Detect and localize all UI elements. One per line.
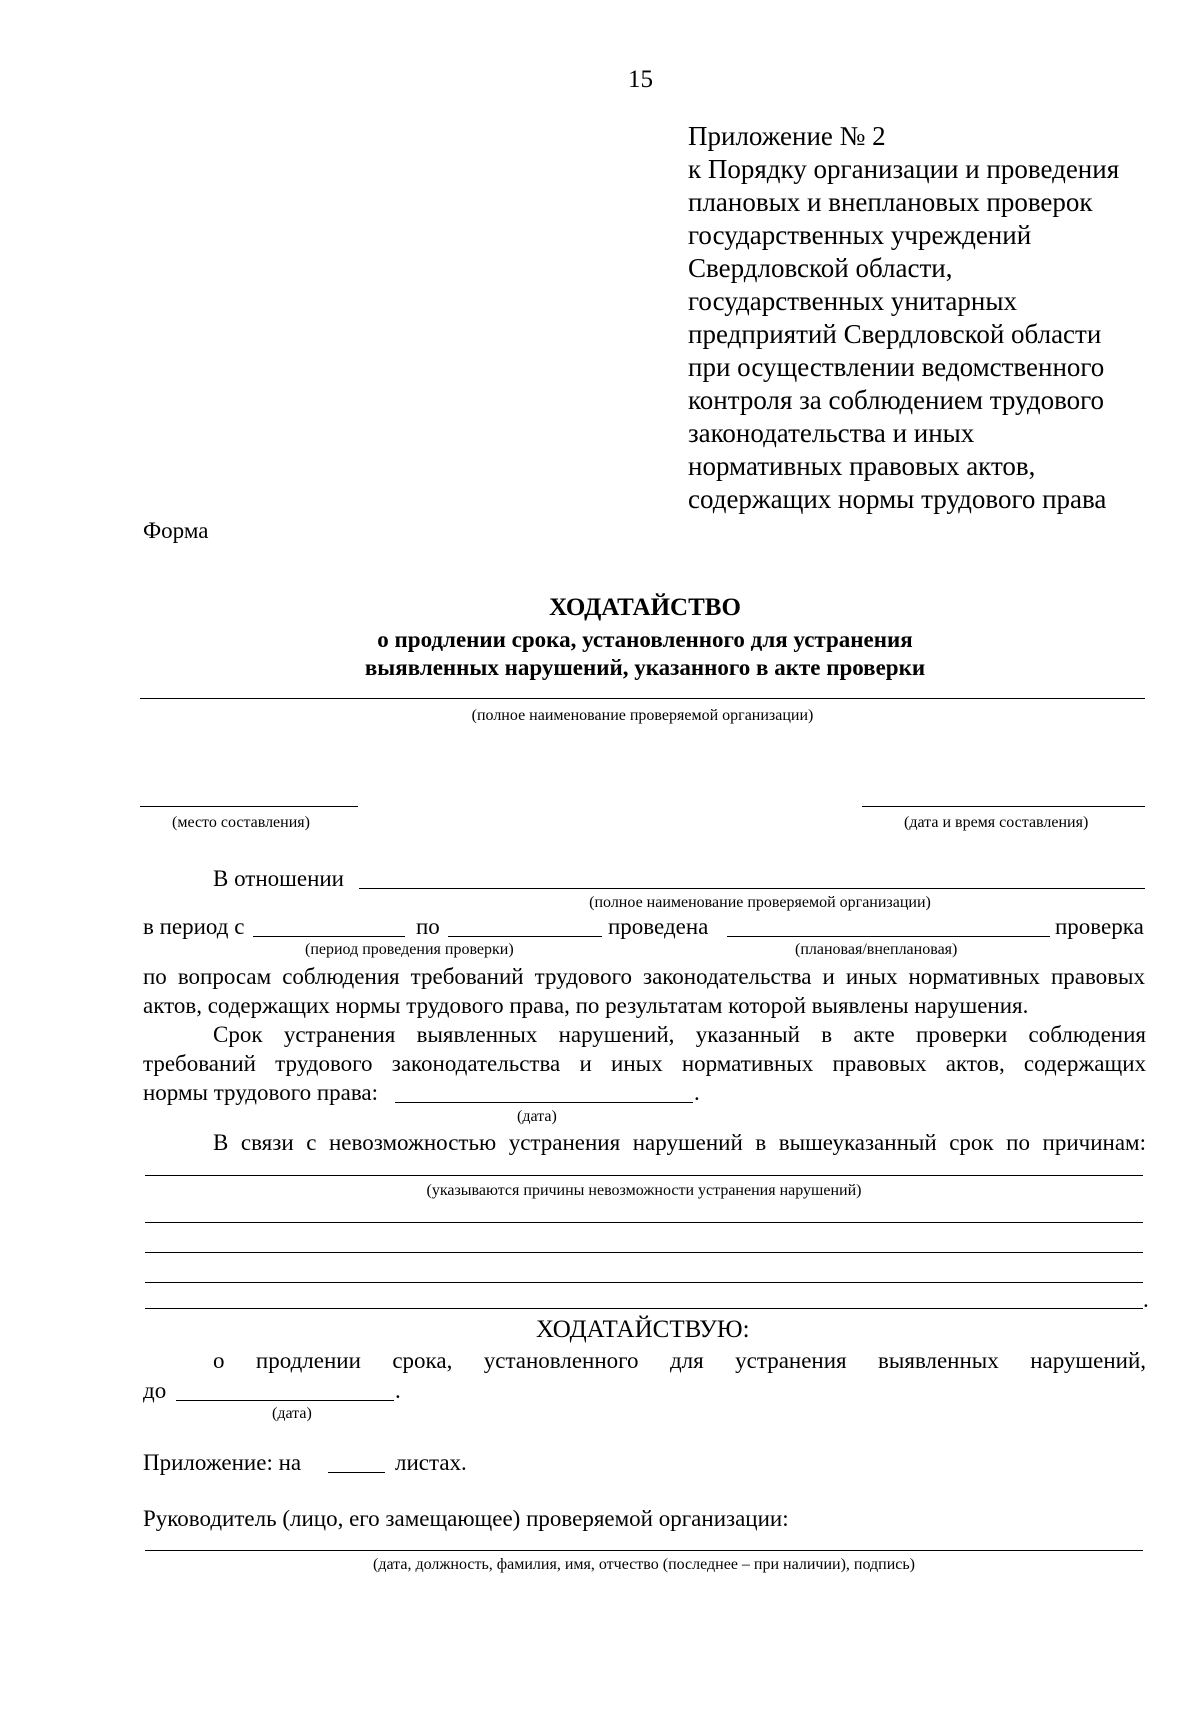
appendix-line: предприятий Свердловской области [688, 319, 1102, 349]
org-name-line[interactable] [140, 698, 1145, 699]
datetime-line[interactable] [862, 806, 1145, 807]
reason-line-5[interactable] [145, 1308, 1143, 1309]
attachment-prefix: Приложение: на [143, 1450, 302, 1475]
appendix-line: государственных унитарных [688, 286, 1017, 316]
reason-line-3[interactable] [145, 1252, 1143, 1253]
request-heading: ХОДАТАЙСТВУЮ: [536, 1316, 750, 1343]
page-number: 15 [628, 66, 653, 93]
caption-org-name-2: (полное наименование проверяемой организации) [589, 894, 931, 911]
deadline-period: . [694, 1080, 700, 1105]
paragraph-2-line-1: Срок устранения выявленных нарушений, указанный в акте проверки соблюдения [213, 1022, 1146, 1047]
appendix-line: государственных учреждений [688, 220, 1032, 250]
request-until-line[interactable] [176, 1400, 394, 1401]
check-label: проверка [1055, 914, 1144, 939]
check-type-line[interactable] [727, 936, 1050, 937]
paragraph-1-line-1: по вопросам соблюдения требований трудового законодательства и иных нормативных правовых [143, 964, 1145, 989]
appendix-line: Свердловской области, [688, 253, 953, 283]
deadline-date-line[interactable] [395, 1102, 693, 1103]
paragraph-1-line-2: актов, содержащих нормы трудового права, по результатам которой выявлены нарушения. [143, 993, 1029, 1018]
caption-date-2: (дата) [272, 1405, 312, 1422]
period-from-label: в период с [143, 914, 245, 939]
caption-org-name: (полное наименование проверяемой организации) [471, 707, 814, 724]
caption-place: (место составления) [172, 814, 310, 831]
appendix-line: при осуществлении ведомственного [688, 352, 1105, 382]
caption-date-1: (дата) [517, 1108, 557, 1125]
caption-reasons: (указываются причины невозможности устранения нарушений) [426, 1182, 862, 1199]
appendix-line: содержащих нормы трудового права [688, 484, 1107, 514]
attachment-suffix: листах. [395, 1450, 467, 1475]
period-to-line[interactable] [448, 936, 602, 937]
appendix-line: плановых и внеплановых проверок [688, 187, 1093, 217]
period-from-line[interactable] [253, 936, 405, 937]
in-relation-label: В отношении [213, 866, 344, 891]
caption-signature: (дата, должность, фамилия, имя, отчество (последнее – при наличии), подпись) [373, 1556, 915, 1573]
attachment-sheets-line[interactable] [328, 1472, 385, 1473]
caption-period: (период проведения проверки) [305, 941, 514, 958]
request-until-label: до [143, 1378, 167, 1403]
title-subline-2: выявленных нарушений, указанного в акте проверки [364, 655, 926, 680]
caption-type: (плановая/внеплановая) [795, 941, 958, 958]
period-to-label: по [416, 914, 440, 939]
appendix-line: контроля за соблюдением трудового [688, 385, 1105, 415]
reasons-period: . [1143, 1287, 1149, 1312]
appendix-line: Приложение № 2 [688, 121, 886, 151]
in-relation-line[interactable] [359, 888, 1145, 889]
request-line-1: о продлении срока, установленного для устранения выявленных нарушений, [213, 1348, 1146, 1373]
form-label: Форма [143, 518, 209, 543]
reason-line-1[interactable] [145, 1175, 1143, 1176]
appendix-block [688, 120, 1119, 516]
conducted-label: проведена [608, 914, 709, 939]
head-label: Руководитель (лицо, его замещающее) проверяемой организации: [143, 1506, 789, 1531]
reason-line-2[interactable] [145, 1222, 1143, 1223]
paragraph-2-line-3: нормы трудового права: [143, 1080, 378, 1105]
reason-line-4[interactable] [145, 1282, 1143, 1283]
appendix-line: нормативных правовых актов, [688, 451, 1036, 481]
paragraph-3: В связи с невозможностью устранения нарушений в вышеуказанный срок по причинам: [213, 1130, 1146, 1155]
appendix-line: к Порядку организации и проведения [688, 154, 1120, 184]
request-period: . [395, 1378, 401, 1403]
paragraph-2-line-2: требований трудового законодательства и иных нормативных правовых актов, содержащих [143, 1051, 1146, 1076]
title-subline-1: о продлении срока, установленного для устранения [377, 627, 913, 652]
appendix-line: законодательства и иных [688, 418, 975, 448]
place-line[interactable] [140, 806, 358, 807]
signature-line[interactable] [145, 1550, 1143, 1551]
document-title: ХОДАТАЙСТВО [549, 594, 741, 621]
caption-datetime: (дата и время составления) [904, 814, 1089, 831]
